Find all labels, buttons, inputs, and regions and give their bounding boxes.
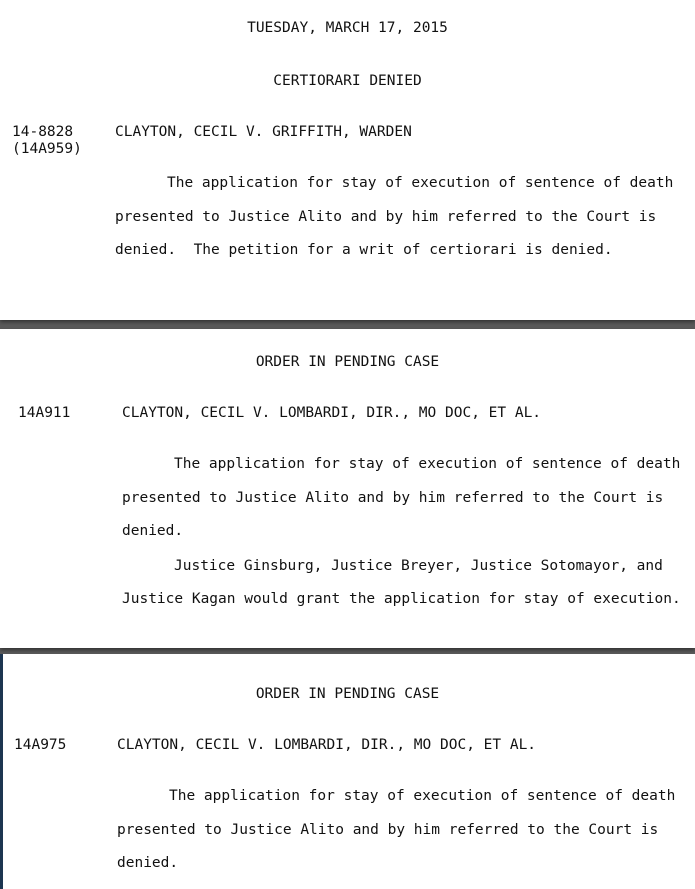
order-text-line: The application for stay of execution of sentence of death bbox=[169, 788, 676, 804]
order-panel-pending-case-14a911 bbox=[0, 329, 695, 648]
section-heading: ORDER IN PENDING CASE bbox=[255, 354, 440, 370]
order-text-line: presented to Justice Alito and by him referred to the Court is bbox=[115, 209, 657, 225]
order-panel-certiorari-denied bbox=[0, 0, 695, 320]
date-heading: TUESDAY, MARCH 17, 2015 bbox=[247, 20, 448, 36]
order-panel-pending-case-14a975 bbox=[0, 654, 695, 889]
dissent-text-line: Justice Kagan would grant the application for stay of execution. bbox=[122, 591, 681, 607]
docket-number: 14-8828 bbox=[12, 124, 74, 140]
docket-number: 14A911 bbox=[18, 405, 71, 421]
docket-number: 14A975 bbox=[14, 737, 67, 753]
docket-secondary-number: (14A959) bbox=[12, 141, 82, 157]
order-text-line: denied. The petition for a writ of certiorari is denied. bbox=[115, 242, 613, 258]
case-title: CLAYTON, CECIL V. LOMBARDI, DIR., MO DOC, ET AL. bbox=[117, 737, 537, 753]
section-heading: ORDER IN PENDING CASE bbox=[255, 686, 440, 702]
order-text-line: denied. bbox=[122, 523, 184, 539]
dissent-text-line: Justice Ginsburg, Justice Breyer, Justice Sotomayor, and bbox=[174, 558, 663, 574]
order-text-line: presented to Justice Alito and by him referred to the Court is bbox=[122, 490, 664, 506]
order-text-line: presented to Justice Alito and by him referred to the Court is bbox=[117, 822, 659, 838]
order-text-line: The application for stay of execution of sentence of death bbox=[174, 456, 681, 472]
case-title: CLAYTON, CECIL V. LOMBARDI, DIR., MO DOC, ET AL. bbox=[122, 405, 542, 421]
order-text-line: denied. bbox=[117, 855, 179, 871]
order-text-line: The application for stay of execution of sentence of death bbox=[167, 175, 674, 191]
case-title: CLAYTON, CECIL V. GRIFFITH, WARDEN bbox=[115, 124, 412, 140]
section-heading: CERTIORARI DENIED bbox=[273, 73, 422, 89]
